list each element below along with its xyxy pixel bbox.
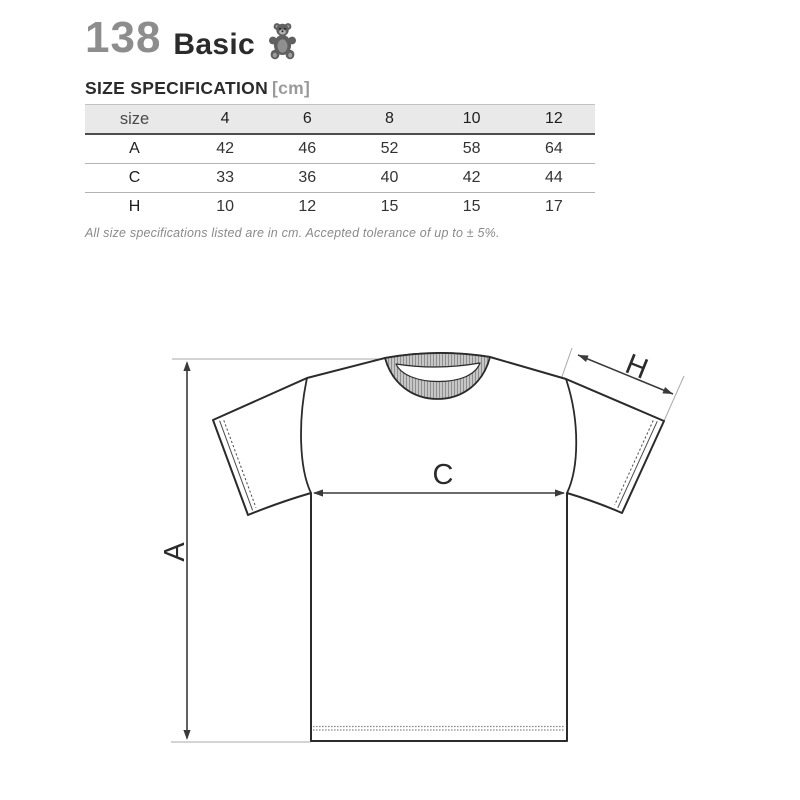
size-column-header: 6 bbox=[302, 110, 312, 127]
size-column-header: 8 bbox=[385, 110, 394, 127]
size-column-header: 4 bbox=[220, 110, 230, 127]
size-table-corner-label: size bbox=[119, 109, 150, 128]
cell-value: 52 bbox=[380, 140, 399, 157]
table-row-A bbox=[85, 134, 595, 164]
section-title bbox=[85, 78, 310, 99]
row-label: A bbox=[129, 140, 140, 157]
cell-value: 42 bbox=[462, 169, 481, 186]
cell-value: 15 bbox=[462, 198, 481, 215]
cell-value: 46 bbox=[298, 140, 317, 157]
product-name: Basic bbox=[173, 27, 255, 61]
dimension-line-A bbox=[159, 361, 191, 740]
size-column-header: 12 bbox=[544, 110, 563, 127]
cell-value: 33 bbox=[216, 169, 234, 186]
cell-value: 58 bbox=[462, 140, 481, 157]
cell-value: 10 bbox=[216, 198, 234, 215]
dimension-label-H: H bbox=[620, 348, 653, 386]
size-table bbox=[85, 104, 595, 221]
cell-value: 42 bbox=[216, 140, 234, 157]
cell-value: 15 bbox=[380, 198, 399, 215]
product-header bbox=[85, 13, 296, 62]
product-code: 138 bbox=[85, 13, 162, 62]
table-row-H bbox=[85, 193, 595, 222]
cell-value: 40 bbox=[380, 169, 399, 186]
section-title-unit: [cm] bbox=[272, 78, 311, 98]
cell-value: 44 bbox=[544, 169, 563, 186]
tshirt-measurement-diagram bbox=[0, 330, 800, 800]
cell-value: 36 bbox=[298, 169, 317, 186]
size-column-header: 10 bbox=[462, 110, 481, 127]
dimension-line-H bbox=[578, 348, 673, 394]
size-table-header-row bbox=[85, 105, 595, 135]
row-label: C bbox=[128, 169, 141, 186]
extension-line-sleeve-outer bbox=[664, 376, 684, 421]
row-label: H bbox=[128, 198, 141, 215]
cell-value: 12 bbox=[298, 198, 317, 215]
dimension-label-A: A bbox=[159, 542, 191, 562]
tolerance-footnote: All size specifications listed are in cm. Accepted tolerance of up to ± 5%. bbox=[85, 226, 500, 240]
section-title-text: SIZE SPECIFICATION bbox=[85, 78, 269, 98]
tshirt-outline bbox=[213, 353, 664, 741]
table-row-C bbox=[85, 164, 595, 193]
cell-value: 64 bbox=[544, 140, 563, 157]
dimension-label-C: C bbox=[432, 459, 454, 491]
cell-value: 17 bbox=[544, 198, 563, 215]
teddy-bear-icon bbox=[269, 21, 296, 60]
